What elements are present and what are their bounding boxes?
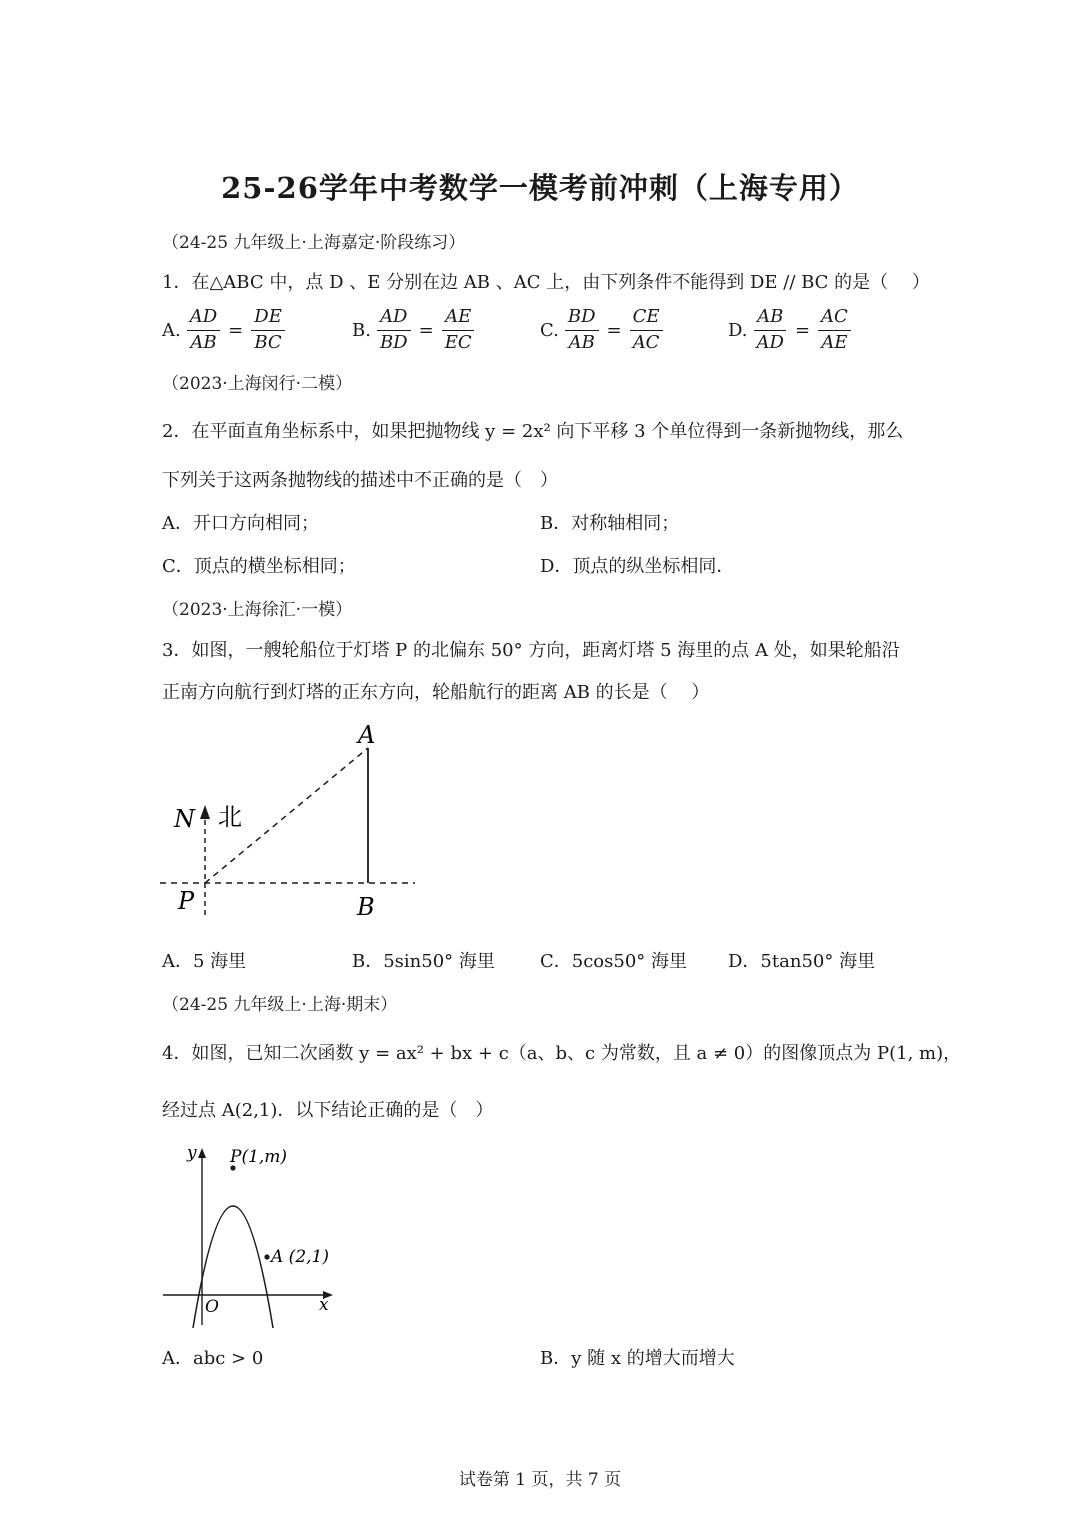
q3-figure: [150, 715, 430, 930]
q2-option-c[interactable]: C．顶点的横坐标相同；: [162, 556, 356, 577]
q3-option-c[interactable]: C．5cos50° 海里: [540, 951, 688, 972]
q2-stem-line1: 2．在平面直角坐标系中，如果把抛物线 y = 2x² 向下平移 3 个单位得到一条新抛物线，那么: [162, 421, 904, 442]
north-arrow-icon: [200, 805, 210, 819]
q2-source: （2023·上海闵行·二模）: [162, 374, 353, 394]
q3-option-a[interactable]: A．5 海里: [162, 951, 247, 972]
q2-stem-line2: 下列关于这两条抛物线的描述中不正确的是（ ）: [162, 470, 558, 491]
fraction-left: $\frac{AB}{AD}$: [754, 306, 787, 354]
option-letter: B.: [352, 319, 371, 341]
q1-source: （24-25 九年级上·上海嘉定·阶段练习）: [162, 233, 466, 253]
label-north: 北: [218, 803, 242, 831]
q1-option-d[interactable]: D. $\frac{AB}{AD}$ = $\frac{AC}{AE}$: [728, 306, 851, 354]
q4-figure: [155, 1140, 345, 1330]
q3-option-b[interactable]: B．5sin50° 海里: [352, 951, 495, 972]
q4-option-a[interactable]: A．abc > 0: [162, 1348, 264, 1369]
q1-option-c[interactable]: C. $\frac{BD}{AB}$ = $\frac{CE}{AC}$: [540, 306, 663, 354]
q3-stem-line2: 正南方向航行到灯塔的正东方向，轮船航行的距离 AB 的长是（ ）: [162, 682, 710, 703]
q3-source: （2023·上海徐汇·一模）: [162, 600, 353, 620]
fraction-right: $\frac{DE}{BC}$: [251, 306, 285, 354]
q3-stem-line1: 3．如图，一艘轮船位于灯塔 P 的北偏东 50° 方向，距离灯塔 5 海里的点 A 处，如果轮船沿: [162, 640, 900, 661]
label-y: y: [187, 1143, 197, 1163]
option-letter: D.: [728, 319, 748, 341]
q2-option-a[interactable]: A．开口方向相同；: [162, 513, 319, 534]
label-a: A (2,1): [271, 1247, 329, 1267]
q1-option-b[interactable]: B. $\frac{AD}{BD}$ = $\frac{AE}{EC}$: [352, 306, 475, 354]
q4-option-b[interactable]: B．y 随 x 的增大而增大: [540, 1348, 735, 1369]
label-p: P(1,m): [230, 1147, 288, 1167]
q4-source: （24-25 九年级上·上海·期末）: [162, 995, 398, 1015]
fraction-left: $\frac{AD}{AB}$: [187, 306, 220, 354]
page-footer: 试卷第 1 页，共 7 页: [458, 1470, 622, 1490]
q2-option-b[interactable]: B．对称轴相同；: [540, 513, 680, 534]
label-x: x: [319, 1295, 329, 1315]
fraction-right: $\frac{CE}{AC}$: [630, 306, 663, 354]
fraction-left: $\frac{AD}{BD}$: [377, 306, 411, 354]
label-n: N: [174, 805, 195, 833]
label-a: A: [358, 721, 376, 749]
q4-stem-line1: 4．如图，已知二次函数 y = ax² + bx + c（a、b、c 为常数，且 a ≠ 0）的图像顶点为 P(1, m)，: [162, 1043, 962, 1064]
q4-stem-line2: 经过点 A(2,1)．以下结论正确的是（ ）: [162, 1100, 494, 1121]
point-a: [264, 1254, 269, 1259]
option-letter: A.: [162, 319, 181, 341]
fraction-right: $\frac{AC}{AE}$: [818, 306, 851, 354]
label-b: B: [357, 893, 375, 921]
q1-stem: 1．在△ABC 中，点 D 、E 分别在边 AB 、AC 上，由下列条件不能得到 DE // BC 的是（ ）: [162, 272, 930, 293]
q3-option-d[interactable]: D．5tan50° 海里: [728, 951, 876, 972]
q2-option-d[interactable]: D．顶点的纵坐标相同．: [540, 556, 735, 577]
page-title: 25-26学年中考数学一模考前冲刺（上海专用）: [221, 171, 859, 205]
q1-option-a[interactable]: A. $\frac{AD}{AB}$ = $\frac{DE}{BC}$: [162, 306, 285, 354]
fraction-left: $\frac{BD}{AB}$: [565, 306, 599, 354]
label-p: P: [178, 887, 195, 915]
fraction-right: $\frac{AE}{EC}$: [442, 306, 475, 354]
option-letter: C.: [540, 319, 559, 341]
label-o: O: [205, 1297, 219, 1317]
y-axis-arrow-icon: [198, 1148, 206, 1158]
